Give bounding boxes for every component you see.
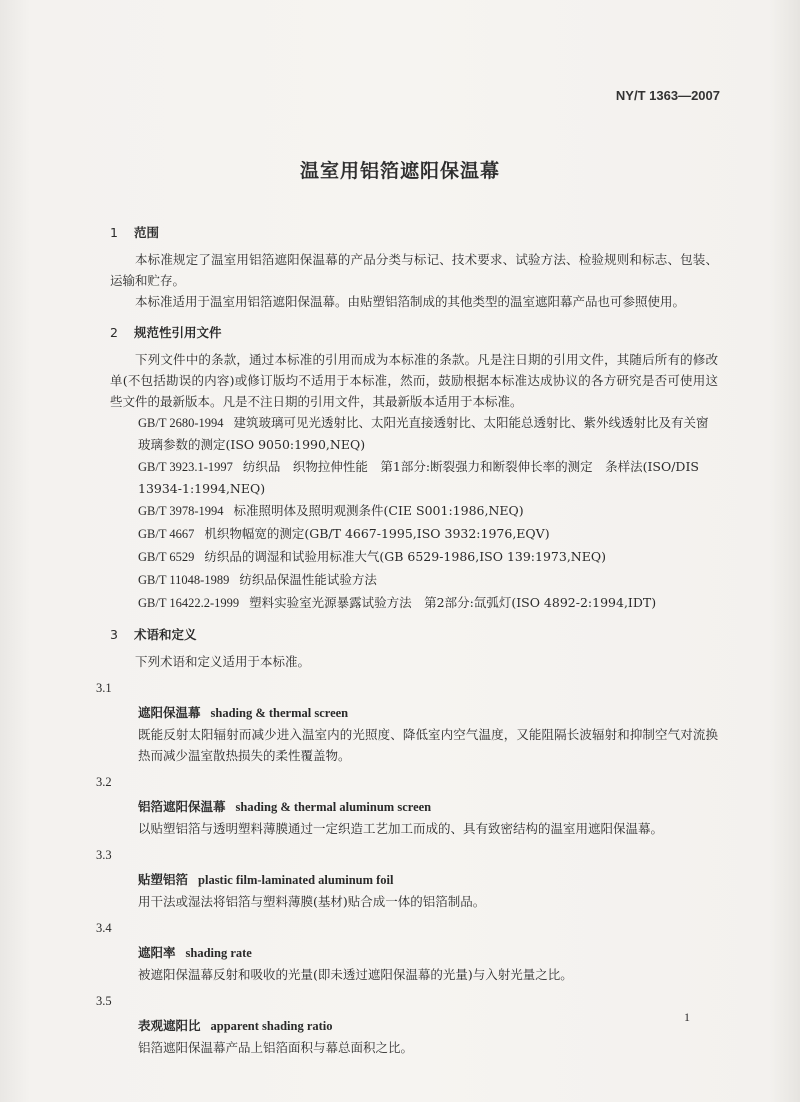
section-heading-references	[110, 322, 718, 343]
scope-paragraph: 本标准规定了温室用铝箔遮阳保温幕的产品分类与标记、技术要求、试验方法、检验规则和标志、包装、运输和贮存。	[110, 252, 718, 288]
term-english: apparent shading ratio	[210, 1019, 333, 1033]
term-heading	[138, 942, 718, 964]
term-english: shading & thermal aluminum screen	[235, 800, 432, 814]
standard-code: NY/T 1363—2007	[615, 88, 720, 103]
section-heading-terms	[110, 624, 718, 645]
term-definition: 被遮阳保温幕反射和吸收的光量(即未透过遮阳保温幕的光量)与入射光量之比。	[138, 967, 573, 982]
terms-intro: 下列术语和定义适用于本标准。	[135, 654, 311, 669]
term-english: plastic film-laminated aluminum foil	[198, 873, 394, 887]
term-heading	[138, 1015, 718, 1037]
section-number: 2	[110, 325, 118, 340]
term-definition: 铝箔遮阳保温幕产品上铝箔面积与幕总面积之比。	[138, 1040, 414, 1055]
reference-code: GB/T 4667	[138, 527, 195, 541]
term-entry	[96, 918, 718, 985]
reference-text: 标准照明体及照明观测条件(CIE S001:1986,NEQ)	[233, 503, 524, 518]
section-title: 术语和定义	[134, 627, 197, 642]
reference-code: GB/T 3923.1-1997	[138, 460, 233, 474]
reference-text: 纺织品 织物拉伸性能 第1部分:断裂强力和断裂伸长率的测定 条样法(ISO/DIS 13934-1:1994,NEQ)	[138, 459, 699, 496]
term-chinese: 贴塑铝箔	[138, 872, 189, 887]
term-heading	[138, 702, 718, 724]
term-number: 3.4	[96, 921, 112, 935]
reference-item	[138, 412, 718, 455]
term-chinese: 遮阳率	[138, 945, 176, 960]
reference-item	[138, 456, 718, 499]
reference-text: 机织物幅宽的测定(GB/T 4667-1995,ISO 3932:1976,EQV)	[204, 526, 550, 541]
term-chinese: 铝箔遮阳保温幕	[138, 799, 226, 814]
reference-text: 纺织品的调湿和试验用标准大气(GB 6529-1986,ISO 139:1973,NEQ)	[204, 549, 606, 564]
term-heading	[138, 796, 718, 818]
document-title: 温室用铝箔遮阳保温幕	[299, 160, 500, 182]
document-body	[96, 212, 718, 1058]
term-entry	[96, 772, 718, 839]
term-definition: 以贴塑铝箔与透明塑料薄膜通过一定织造工艺加工而成的、具有致密结构的温室用遮阳保温幕。	[138, 821, 664, 836]
term-definition: 既能反射太阳辐射而减少进入温室内的光照度、降低室内空气温度，又能阻隔长波辐射和抑制空气对流换热而减少温室散热损失的柔性覆盖物。	[138, 727, 718, 763]
scope-paragraph: 本标准适用于温室用铝箔遮阳保温幕。由贴塑铝箔制成的其他类型的温室遮阳幕产品也可参照使用。	[135, 294, 686, 309]
page-number: 1	[684, 1010, 690, 1024]
term-number: 3.5	[96, 994, 112, 1008]
term-number: 3.3	[96, 848, 112, 862]
section-title: 规范性引用文件	[134, 325, 222, 340]
term-english: shading & thermal screen	[210, 706, 349, 720]
references-intro: 下列文件中的条款，通过本标准的引用而成为本标准的条款。凡是注日期的引用文件，其随后所有的修改单(不包括勘误的内容)或修订版均不适用于本标准，然而，鼓励根据本标准达成协议的各方研究是否可使用这些文件的最新版本。凡是不注日期的引用文件，其最新版本适用于本标准。	[110, 352, 718, 409]
reference-code: GB/T 6529	[138, 550, 195, 564]
reference-code: GB/T 3978-1994	[138, 504, 224, 518]
term-number: 3.2	[96, 775, 112, 789]
reference-item	[138, 523, 718, 545]
section-number: 1	[110, 225, 118, 240]
reference-item	[138, 500, 718, 522]
term-chinese: 遮阳保温幕	[138, 705, 201, 720]
reference-text: 纺织品保温性能试验方法	[239, 572, 377, 587]
term-number: 3.1	[96, 681, 112, 695]
section-title: 范围	[134, 225, 160, 240]
term-entry	[96, 991, 718, 1058]
reference-text: 塑料实验室光源暴露试验方法 第2部分:氙弧灯(ISO 4892-2:1994,IDT)	[249, 595, 657, 610]
reference-code: GB/T 2680-1994	[138, 416, 224, 430]
section-heading-scope	[110, 222, 718, 243]
reference-item	[138, 592, 718, 614]
term-entry	[96, 845, 718, 912]
reference-item	[138, 569, 718, 591]
section-number: 3	[110, 627, 118, 642]
reference-text: 建筑玻璃可见光透射比、太阳光直接透射比、太阳能总透射比、紫外线透射比及有关窗玻璃参数的测定(ISO 9050:1990,NEQ)	[138, 415, 709, 452]
term-definition: 用干法或湿法将铝箔与塑料薄膜(基材)贴合成一体的铝箔制品。	[138, 894, 486, 909]
term-english: shading rate	[185, 946, 252, 960]
reference-code: GB/T 16422.2-1999	[138, 596, 240, 610]
reference-item	[138, 546, 718, 568]
reference-code: GB/T 11048-1989	[138, 573, 230, 587]
term-chinese: 表观遮阳比	[138, 1018, 201, 1033]
term-entry	[96, 678, 718, 766]
term-heading	[138, 869, 718, 891]
